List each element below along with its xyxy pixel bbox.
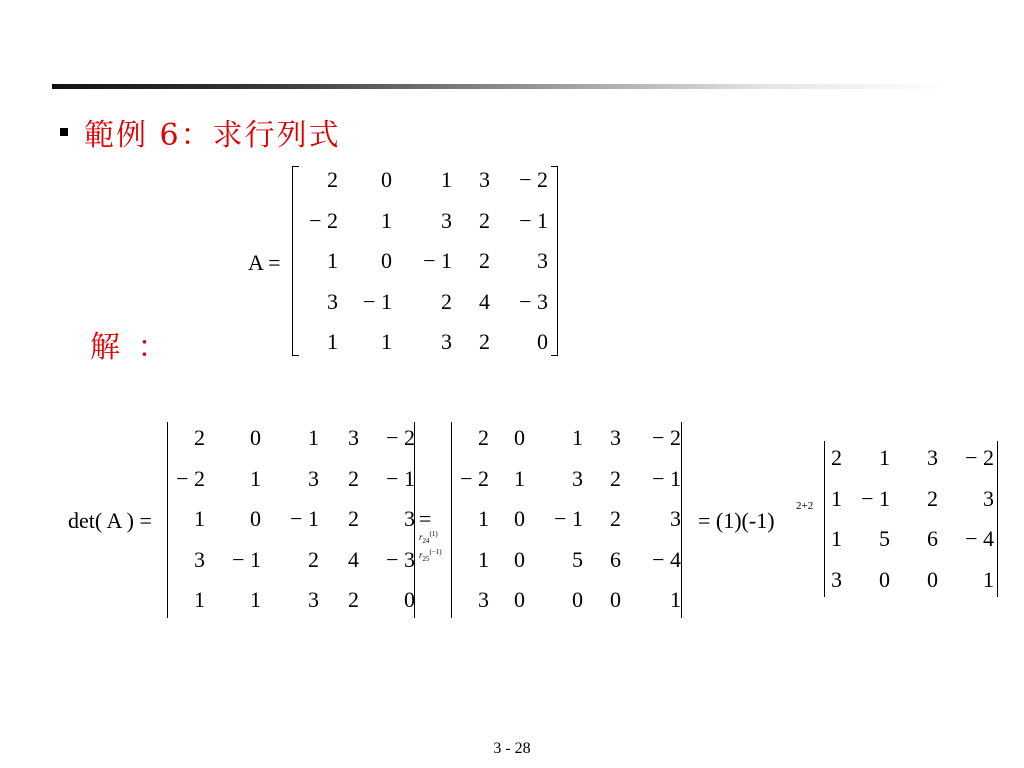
matrix-cell: 2 [348,587,359,612]
matrix-cell: − 2 [652,425,681,450]
matrix-cell: 2 [308,546,319,572]
matrix-cell: − 1 [363,288,392,314]
matrix-cell: − 3 [519,288,548,314]
matrix-cell: 0 [404,587,415,612]
matrix-cell: 0 [381,167,392,192]
det3-right-bar [997,441,998,597]
matrix-cell: 3 [308,587,319,612]
matrix-cell: 3 [308,465,319,491]
matrix-cell: 1 [514,465,525,491]
matrix-row [300,201,548,242]
matrix-cell: 3 [610,425,621,450]
matrix-row [300,282,548,323]
matrix-cell: 3 [927,445,938,470]
matrix-cell: 5 [572,546,583,572]
matrix-a-right-bracket [551,166,558,356]
matrix-cell: 2 [479,207,490,233]
determinant-2 [454,418,681,621]
row-operation [419,506,442,565]
matrix-row [170,540,415,581]
matrix-a-label: A = [248,250,281,275]
row-op-2-sup: (−1) [429,547,442,556]
matrix-cell: − 2 [519,167,548,192]
matrix-cell: − 4 [965,526,994,551]
determinant-3 [826,438,994,600]
matrix-cell: 2 [610,465,621,491]
matrix-cell: 3 [478,587,489,612]
row-op-1-sub: 24 [422,536,430,545]
matrix-row [300,241,548,282]
matrix-row [454,580,681,621]
det2-left-bar [451,422,452,618]
matrix-cell: 1 [831,485,842,511]
matrix-cell: 3 [537,248,548,273]
matrix-cell: − 2 [460,465,489,491]
matrix-cell: 3 [441,207,452,233]
matrix-cell: − 1 [423,248,452,273]
matrix-cell: 1 [831,526,842,551]
matrix-cell: − 3 [386,546,415,572]
matrix-cell: 0 [514,425,525,450]
matrix-cell: 1 [478,506,489,531]
matrix-cell: 1 [441,167,452,192]
matrix-cell: − 1 [386,465,415,491]
matrix-cell: 1 [381,207,392,233]
matrix-cell: 1 [308,425,319,450]
matrix-cell: 1 [250,587,261,612]
row-op-1 [419,529,442,547]
matrix-cell: 3 [194,546,205,572]
matrix-cell: 0 [537,329,548,354]
row-op-2-symbol: r [419,549,423,560]
matrix-cell: 4 [348,546,359,572]
matrix-row [170,459,415,500]
matrix-cell: 2 [441,288,452,314]
matrix-cell: − 1 [861,485,890,511]
determinant-1 [170,418,415,621]
matrix-cell: 3 [441,329,452,354]
matrix-cell: 0 [514,587,525,612]
slide-title: 範例 6：求行列式 [84,118,341,153]
matrix-row [454,459,681,500]
matrix-cell: 2 [348,506,359,531]
matrix-cell: 2 [479,329,490,354]
matrix-row [170,580,415,621]
det1-left-bar [167,422,168,618]
matrix-row [826,519,994,560]
matrix-row [454,499,681,540]
matrix-cell: 2 [348,465,359,491]
matrix-cell: 3 [348,425,359,450]
matrix-row [170,499,415,540]
row-op-2-sub: 25 [422,554,430,563]
matrix-cell: 2 [479,248,490,273]
matrix-cell: 3 [831,566,842,592]
matrix-row [826,438,994,479]
matrix-cell: 3 [670,506,681,531]
matrix-cell: − 2 [965,445,994,470]
matrix-cell: 0 [514,506,525,531]
matrix-row [300,322,548,363]
row-op-1-sup: (1) [429,530,438,538]
matrix-cell: 0 [250,425,261,450]
matrix-cell: 0 [610,587,621,612]
matrix-cell: 2 [478,425,489,450]
matrix-cell: 3 [404,506,415,531]
matrix-cell: 2 [610,506,621,531]
matrix-cell: − 2 [176,465,205,491]
matrix-cell: 3 [983,485,994,511]
matrix-a-left-bracket [292,166,299,356]
row-op-2 [419,547,442,565]
matrix-row [454,540,681,581]
matrix-cell: 1 [879,445,890,470]
matrix-cell: 3 [572,465,583,491]
matrix-cell: 1 [381,329,392,354]
row-op-1-symbol: r [419,532,423,542]
matrix-row [826,560,994,601]
matrix-cell: 0 [927,566,938,592]
matrix-cell: 5 [879,526,890,551]
matrix-cell: 3 [327,288,338,314]
matrix-cell: 3 [479,167,490,192]
matrix-cell: 2 [927,485,938,511]
matrix-cell: 1 [572,425,583,450]
matrix-cell: 1 [327,248,338,273]
matrix-row [454,418,681,459]
title-divider [52,84,952,89]
matrix-cell: 2 [327,167,338,192]
matrix-cell: 6 [927,526,938,551]
bullet-square-icon [60,128,68,136]
matrix-cell: 6 [610,546,621,572]
matrix-cell: 1 [327,329,338,354]
matrix-cell: 0 [250,506,261,531]
matrix-cell: 1 [670,587,681,612]
matrix-cell: − 4 [652,546,681,572]
matrix-cell: 4 [479,288,490,314]
matrix-a [300,160,548,363]
equals-sign: = [419,506,432,531]
matrix-cell: − 2 [309,207,338,233]
matrix-cell: 0 [381,248,392,273]
matrix-cell: 1 [478,546,489,572]
matrix-cell: 0 [514,546,525,572]
matrix-cell: 2 [831,445,842,470]
matrix-cell: − 2 [386,425,415,450]
matrix-row [826,479,994,520]
matrix-cell: 1 [194,506,205,531]
matrix-cell: − 1 [652,465,681,491]
matrix-cell: 0 [879,566,890,592]
solution-label: 解 ： [90,330,172,365]
cofactor-factor: = (1)(-1) [698,508,775,533]
matrix-row [300,160,548,201]
matrix-cell: − 1 [554,506,583,531]
page-number: 3 - 28 [493,740,531,757]
matrix-row [170,418,415,459]
matrix-cell: 1 [983,566,994,592]
matrix-cell: 0 [572,587,583,612]
det-a-label: det( A ) = [68,508,152,533]
matrix-cell: − 1 [519,207,548,233]
matrix-cell: 2 [194,425,205,450]
cofactor-exponent: 2+2 [796,500,814,512]
det3-left-bar [824,441,825,597]
matrix-cell: − 1 [290,506,319,531]
matrix-cell: 1 [250,465,261,491]
matrix-cell: − 1 [232,546,261,572]
det2-right-bar [681,422,682,618]
matrix-cell: 1 [194,587,205,612]
